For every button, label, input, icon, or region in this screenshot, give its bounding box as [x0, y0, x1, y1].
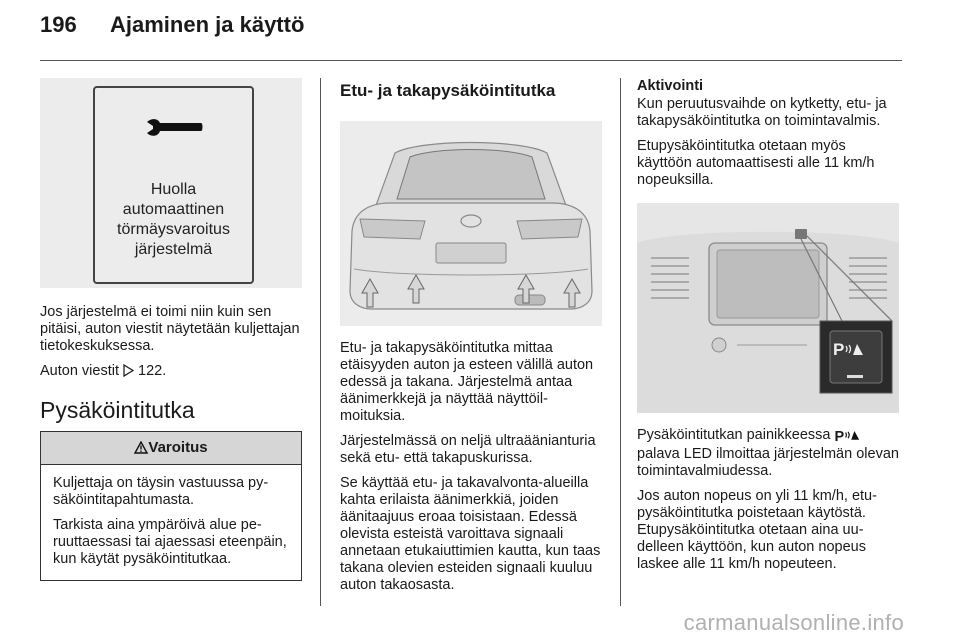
left-para-1: Jos järjestelmä ei toimi niin kuin sen pitäisi, auton viestit näytetään kuljettajan tietokeskuksessa. [40, 304, 300, 354]
middle-para-3: Se käyttää etu- ja takavalvonta-alueilla kahta erilaista äänimerkkiä, joiden äänitaajuus eroaa toisistaan. Edessä olevista esteistä varoittava signaali annetaan etukaiuttimien kautta, kun taas takana olevien esteiden signaali kuuluu auton takaosasta. [340, 475, 601, 593]
watermark: carmanualsonline.info [683, 610, 904, 635]
left-column [40, 78, 302, 581]
car-rear-figure [340, 121, 602, 326]
parking-sensor-waves-icon [844, 342, 864, 356]
middle-para-2: Järjestelmässä on neljä ultraäänianturia sekä etu- että takapuskurissa. [340, 433, 596, 466]
left-para-2 [40, 363, 302, 380]
column-divider-2 [620, 78, 621, 606]
sign-text [95, 180, 252, 260]
page-title: Ajaminen ja käyttö [110, 12, 305, 37]
page-number: 196 [40, 12, 77, 37]
sign-line-3: törmäysvaroitus [117, 221, 230, 238]
page-ref-arrow-icon [123, 364, 134, 377]
activation-heading: Aktivointi [637, 78, 704, 94]
sign-frame [93, 86, 254, 284]
sign-line-1: Huolla [150, 181, 197, 198]
right-para-1: Kun peruutusvaihde on kytketty, etu- ja takapysäköintitutka on toimintavalmis. [637, 96, 887, 129]
section-title-parking: Pysäköintitutka [40, 397, 195, 423]
column-divider-1 [320, 78, 321, 606]
warning-box [40, 431, 302, 581]
warning-triangle-icon [134, 441, 148, 454]
right-para-3-a: Pysäköintitutkan painikkeessa [637, 427, 835, 443]
service-sign-figure [40, 78, 302, 288]
right-para-3-b: palava LED ilmoittaa järjestelmän olevan toimintavalmiudessa. [637, 446, 899, 479]
middle-para-1: Etu- ja takapysäköintitutka mittaa etäisyyden auton ja esteen välillä auton edessä ja takana. Järjestelmä antaa äänimerkkejä ja näyttää näyttöilmoituksia. [340, 340, 594, 424]
warning-para-2: Tarkista aina ympäröivä alue peruuttaessasi tai ajaessasi eteenpäin, kun käytät pysäköintitutkaa. [53, 517, 287, 567]
wrench-icon [145, 118, 205, 140]
left-para-2-ref: 122. [138, 363, 167, 379]
right-para-2: Etupysäköintitutka otetaan myös käyttöön automaattisesti alle 11 km/h nopeuksilla. [637, 138, 875, 188]
warning-header [41, 432, 301, 465]
right-para-3 [637, 427, 903, 480]
middle-column [340, 78, 602, 602]
parking-button-glyph: P [833, 340, 845, 359]
parking-button-symbol-icon: P [834, 429, 860, 446]
header-rule [40, 60, 902, 61]
dashboard-illustration [637, 203, 899, 413]
car-rear-illustration [340, 121, 602, 326]
right-column [637, 78, 903, 581]
dashboard-figure [637, 203, 899, 413]
right-para-4: Jos auton nopeus on yli 11 km/h, etupysäköintitutka poistetaan käytöstä. Etupysäköintitutka otetaan aina uudelleen käyttöön, kun auton nopeus laskee alle 11 km/h nopeuteen. [637, 488, 877, 572]
sign-line-2: automaattinen [122, 201, 225, 218]
page-header [40, 12, 304, 38]
parking-button-label [833, 341, 864, 358]
warning-body [41, 465, 301, 580]
section-title-front-rear: Etu- ja takapysäköintitutka [340, 81, 556, 100]
warning-title: Varoitus [148, 439, 208, 456]
sign-line-4: järjestelmä [134, 241, 213, 258]
warning-para-1: Kuljettaja on täysin vastuussa pysäköintitapahtumasta. [53, 475, 269, 508]
left-para-2-text: Auton viestit [40, 363, 124, 379]
